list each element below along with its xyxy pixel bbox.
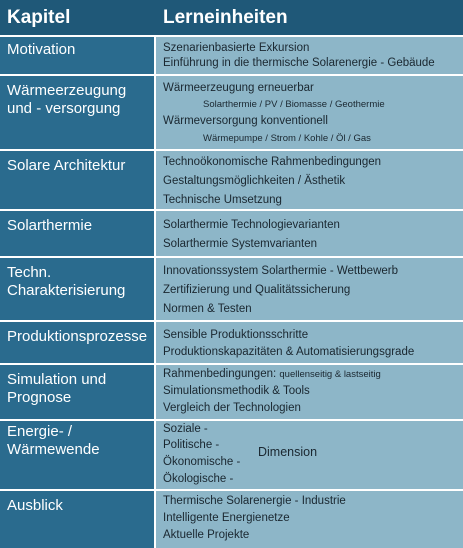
chapter-label: Simulation und Prognose (7, 371, 107, 406)
unit-line: Solarthermie Technologievarianten (163, 219, 340, 231)
chapter-label: Wärmeerzeugung und - versorgung (7, 82, 127, 117)
unit-line: Intelligente Energienetze (163, 512, 290, 524)
unit-line: Produktionskapazitäten & Automatisierungsgrade (163, 346, 415, 358)
unit-line: Szenarienbasierte Exkursion (163, 42, 310, 54)
unit-line: Gestaltungsmöglichkeiten / Ästhetik (163, 175, 346, 187)
chapter-cell (0, 365, 154, 419)
unit-line: Einführung in die thermische Solarenergie - Gebäude (163, 57, 435, 69)
chapter-cell (0, 258, 154, 320)
table-row-waermeerzeugung (0, 76, 463, 149)
unit-subline: Solarthermie / PV / Biomasse / Geothermie (203, 99, 385, 110)
chapter-label: Motivation (7, 41, 76, 58)
table-row-produktionsprozesse (0, 322, 463, 363)
units-cell (156, 211, 463, 256)
chapter-cell (0, 37, 154, 74)
unit-subline: Wärmepumpe / Strom / Kohle / Öl / Gas (203, 133, 371, 144)
unit-line: Technische Umsetzung (163, 194, 282, 206)
table-row-solare-architektur (0, 151, 463, 209)
unit-line: Wärmeversorgung konventionell (163, 115, 328, 127)
chapter-cell (0, 76, 154, 149)
table-row-techn-charakterisierung (0, 258, 463, 320)
chapter-label: Techn. Charakterisierung (7, 264, 126, 299)
unit-line: Ökologische - (163, 473, 234, 485)
units-cell (156, 491, 463, 548)
unit-line (163, 367, 381, 382)
chapter-label: Energie- / Wärmewende (7, 423, 100, 458)
unit-line: Innovationssystem Solarthermie - Wettbewerb (163, 265, 398, 277)
table-row-ausblick (0, 491, 463, 548)
table-row-energiewende (0, 421, 463, 489)
units-cell (156, 322, 463, 363)
chapter-cell (0, 491, 154, 548)
units-cell (156, 76, 463, 149)
units-cell (156, 365, 463, 419)
unit-text: Rahmenbedingungen: (163, 368, 277, 380)
chapter-cell (0, 322, 154, 363)
chapter-label: Solarthermie (7, 217, 93, 234)
units-cell (156, 37, 463, 74)
unit-line: Aktuelle Projekte (163, 529, 250, 541)
unit-line: Vergleich der Technologien (163, 402, 301, 414)
unit-line: Thermische Solarenergie - Industrie (163, 495, 346, 507)
unit-line: Normen & Testen (163, 303, 252, 315)
table-row-solarthermie (0, 211, 463, 256)
table-row-simulation (0, 365, 463, 419)
dimension-label: Dimension (258, 445, 318, 459)
unit-line: Sensible Produktionsschritte (163, 329, 309, 341)
table-header (0, 0, 463, 35)
chapter-cell (0, 421, 154, 489)
unit-line: Politische - (163, 439, 220, 451)
unit-line: Technoökonomische Rahmenbedingungen (163, 156, 382, 168)
units-cell (156, 421, 463, 489)
chapter-label: Produktionsprozesse (7, 328, 148, 345)
table-row-motivation (0, 37, 463, 74)
unit-subtext: quellenseitig & lastseitig (279, 369, 381, 380)
chapter-label: Solare Architektur (7, 157, 126, 174)
unit-line: Ökonomische - (163, 456, 241, 468)
chapter-cell (0, 211, 154, 256)
header-lerneinheiten: Lerneinheiten (163, 7, 288, 28)
chapter-cell (0, 151, 154, 209)
chapter-label: Ausblick (7, 497, 63, 514)
unit-line: Wärmeerzeugung erneuerbar (163, 82, 314, 94)
unit-line: Zertifizierung und Qualitätssicherung (163, 284, 351, 296)
unit-line: Simulationsmethodik & Tools (163, 385, 310, 397)
units-cell (156, 258, 463, 320)
unit-line: Soziale - (163, 423, 208, 435)
units-cell (156, 151, 463, 209)
header-kapitel: Kapitel (7, 7, 71, 28)
unit-line: Solarthermie Systemvarianten (163, 238, 318, 250)
